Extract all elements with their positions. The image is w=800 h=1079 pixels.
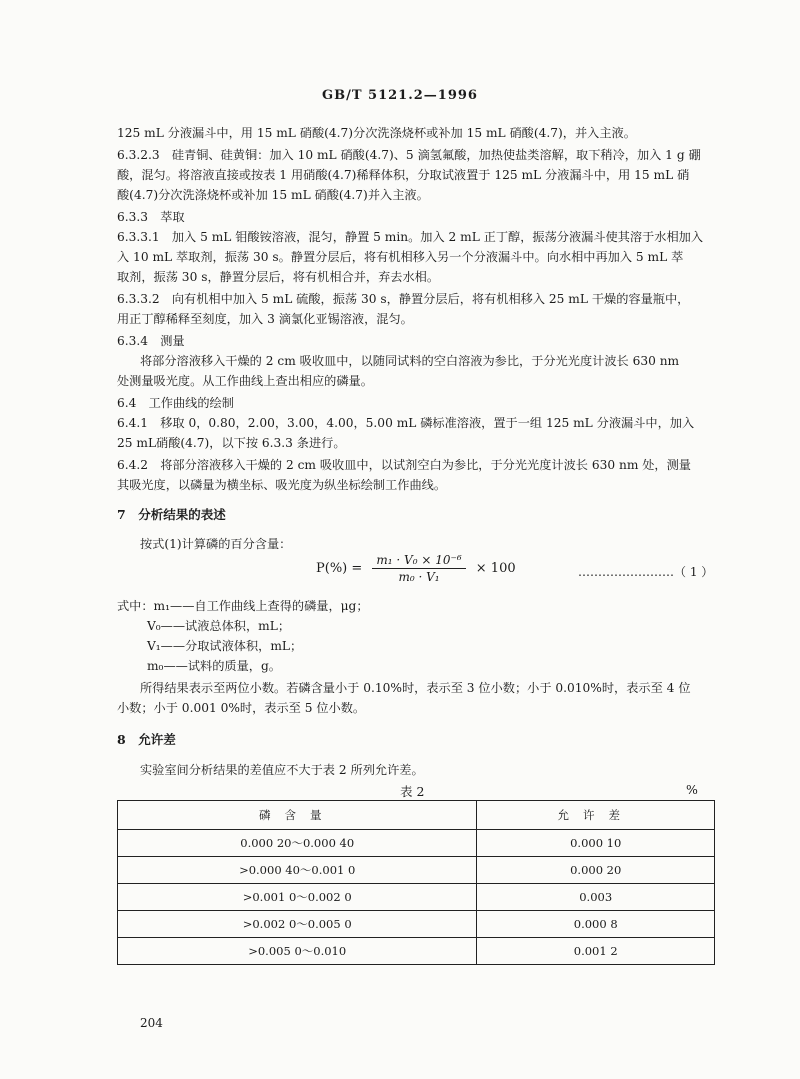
- text-line: 6.4.2 将部分溶液移入干燥的 2 cm 吸收皿中，以试剂空白为参比，于分光光度计波长 630 nm 处，测量: [117, 458, 691, 472]
- section-8-title: 8 允许差: [117, 732, 176, 747]
- table-row: [118, 857, 715, 884]
- result-line: 小数；小于 0.001 0%时，表示至 5 位小数。: [117, 701, 366, 715]
- text-line: 125 mL 分液漏斗中，用 15 mL 硝酸(4.7)分次洗涤烧杯或补加 15 mL 硝酸(4.7)，并入主液。: [117, 126, 636, 140]
- column-header-phosphorus: 磷含量: [118, 801, 477, 830]
- formula: [316, 553, 516, 584]
- formula-denominator: m₀ · V₁: [398, 570, 440, 584]
- table-cell: 0.000 10: [477, 830, 715, 857]
- table-cell: 0.000 8: [477, 911, 715, 938]
- text-line: 酸(4.7)分次洗涤烧杯或补加 15 mL 硝酸(4.7)并入主液。: [117, 188, 429, 202]
- document-header: GB/T 5121.2—1996: [322, 88, 478, 103]
- table-row: [118, 911, 715, 938]
- where-line: V₀——试液总体积，mL；: [147, 619, 291, 633]
- formula-fraction: [372, 553, 465, 584]
- table-cell: >0.000 40～0.001 0: [118, 857, 477, 884]
- where-line: V₁——分取试液体积，mL；: [147, 639, 303, 653]
- tolerance-table: [117, 800, 715, 965]
- page-number: 204: [140, 1016, 163, 1030]
- section-heading: 6.3.4 测量: [117, 334, 185, 348]
- text-line: 取剂，振荡 30 s，静置分层后，将有机相合并，弃去水相。: [117, 270, 440, 284]
- section-heading: 6.4 工作曲线的绘制: [117, 396, 234, 410]
- text-line: 6.3.3.1 加入 5 mL 钼酸铵溶液，混匀，静置 5 min。加入 2 mL 正丁醇，振荡分液漏斗使其溶于水相加入: [117, 230, 704, 244]
- table-cell: 0.003: [477, 884, 715, 911]
- table-cell: >0.002 0～0.005 0: [118, 911, 477, 938]
- text-line: 其吸光度，以磷量为横坐标、吸光度为纵坐标绘制工作曲线。: [117, 478, 447, 492]
- equation-number: ……………………（ 1 ）: [578, 565, 714, 579]
- table-caption: 表 2: [400, 784, 425, 799]
- formula-numerator: m₁ · V₀ × 10⁻⁶: [372, 553, 465, 569]
- formula-left: P(%) =: [316, 561, 363, 576]
- section-7-title: 7 分析结果的表述: [117, 507, 226, 522]
- table-cell: >0.005 0～0.010: [118, 938, 477, 965]
- table-unit: %: [686, 782, 698, 797]
- formula-intro: 按式(1)计算磷的百分含量：: [140, 537, 292, 551]
- tolerance-intro: 实验室间分析结果的差值应不大于表 2 所列允许差。: [140, 763, 424, 777]
- table-row: [118, 830, 715, 857]
- table-cell: 0.000 20～0.000 40: [118, 830, 477, 857]
- text-line: 处测量吸光度。从工作曲线上查出相应的磷量。: [117, 374, 373, 388]
- table-row: [118, 938, 715, 965]
- where-line: m₀——试料的质量，g。: [147, 659, 281, 673]
- table-cell: 0.001 2: [477, 938, 715, 965]
- text-line: 6.3.3.2 向有机相中加入 5 mL 硫酸，振荡 30 s，静置分层后，将有机相移入 25 mL 干燥的容量瓶中，: [117, 292, 690, 306]
- table-row: [118, 884, 715, 911]
- section-heading: 6.3.3 萃取: [117, 210, 185, 224]
- text-line: 酸，混匀。将溶液直接或按表 1 用硝酸(4.7)稀释体积，分取试液置于 125 mL 分液漏斗中，用 15 mL 硝: [117, 168, 690, 182]
- text-line: 将部分溶液移入干燥的 2 cm 吸收皿中，以随同试料的空白溶液为参比，于分光光度计波长 630 nm: [140, 354, 680, 368]
- text-line: 25 mL硝酸(4.7)，以下按 6.3.3 条进行。: [117, 436, 346, 450]
- table-header-row: [118, 801, 715, 830]
- text-line: 6.3.2.3 硅青铜、硅黄铜：加入 10 mL 硝酸(4.7)、5 滴氢氟酸，加热使盐类溶解，取下稍冷，加入 1 g 硼: [117, 148, 701, 162]
- column-header-tolerance: 允许差: [477, 801, 715, 830]
- formula-right: × 100: [475, 561, 516, 576]
- where-line: 式中：m₁——自工作曲线上查得的磷量，μg；: [117, 599, 369, 613]
- table-cell: 0.000 20: [477, 857, 715, 884]
- result-line: 所得结果表示至两位小数。若磷含量小于 0.10%时，表示至 3 位小数；小于 0.010%时，表示至 4 位: [140, 681, 691, 695]
- text-line: 用正丁醇稀释至刻度，加入 3 滴氯化亚锡溶液，混匀。: [117, 312, 413, 326]
- text-line: 6.4.1 移取 0，0.80，2.00，3.00，4.00，5.00 mL 磷标准溶液，置于一组 125 mL 分液漏斗中，加入: [117, 416, 695, 430]
- text-line: 入 10 mL 萃取剂，振荡 30 s。静置分层后，将有机相移入另一个分液漏斗中。向水相中再加入 5 mL 萃: [117, 250, 684, 264]
- table-cell: >0.001 0～0.002 0: [118, 884, 477, 911]
